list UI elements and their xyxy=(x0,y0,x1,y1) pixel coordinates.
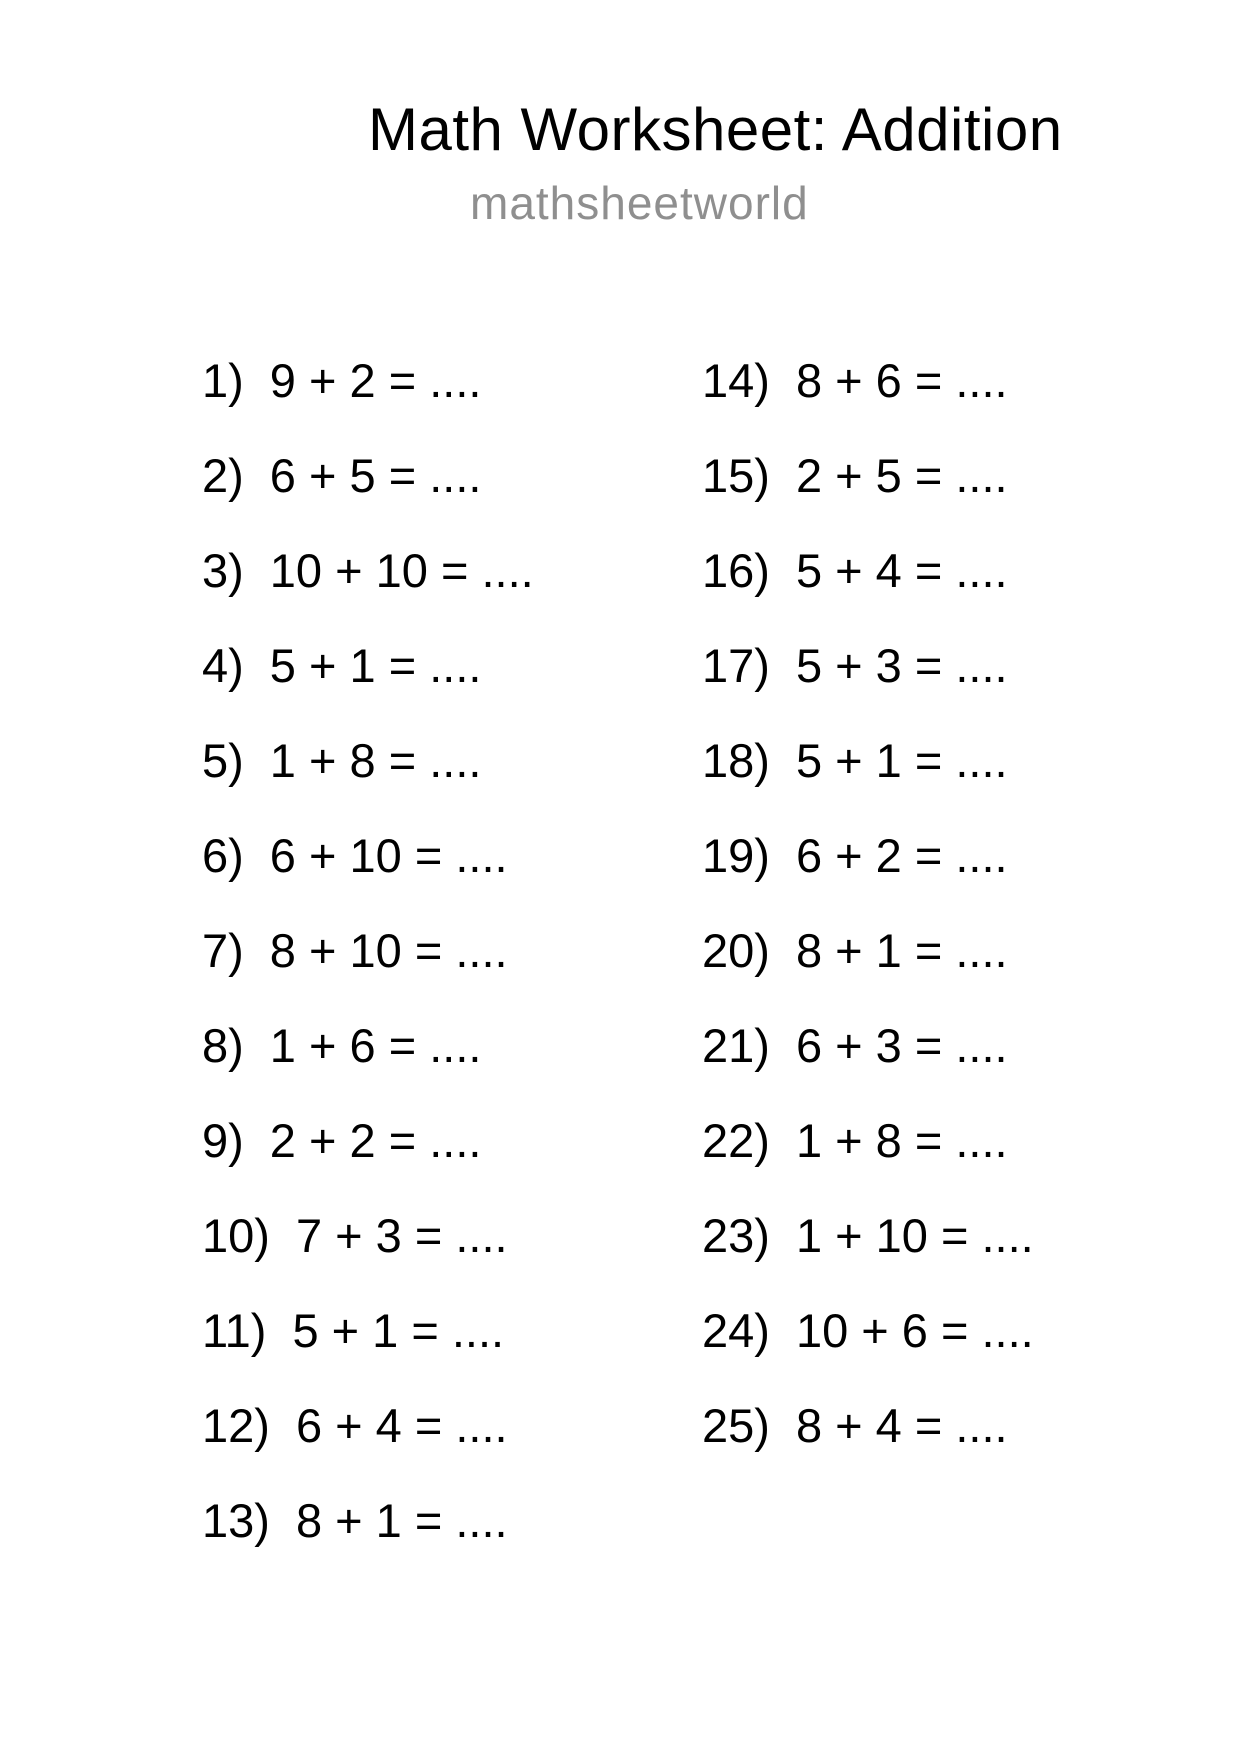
problem-row xyxy=(202,831,534,926)
problem-expression: 6 + 10 = .... xyxy=(269,829,508,882)
problem-row xyxy=(702,926,1034,1021)
problem-expression: 1 + 8 = .... xyxy=(795,1114,1008,1167)
problem-expression: 1 + 6 = .... xyxy=(269,1019,482,1072)
problem-expression: 8 + 1 = .... xyxy=(795,924,1008,977)
problem-number: 5) xyxy=(202,734,244,787)
problem-expression: 1 + 10 = .... xyxy=(795,1209,1034,1262)
problem-row xyxy=(702,1306,1034,1401)
problem-expression: 6 + 5 = .... xyxy=(269,449,482,502)
problem-expression: 8 + 1 = .... xyxy=(295,1494,508,1547)
problem-row xyxy=(202,451,534,546)
problem-number: 6) xyxy=(202,829,244,882)
problem-expression: 6 + 4 = .... xyxy=(295,1399,508,1452)
page-title: Math Worksheet: Addition xyxy=(368,96,1063,163)
problem-number: 16) xyxy=(702,544,770,597)
problem-expression: 5 + 1 = .... xyxy=(292,1304,505,1357)
problem-row xyxy=(202,356,534,451)
problem-row xyxy=(702,736,1034,831)
problem-row xyxy=(702,356,1034,451)
problem-number: 14) xyxy=(702,354,770,407)
problem-row xyxy=(702,451,1034,546)
problem-row xyxy=(702,831,1034,926)
problem-number: 2) xyxy=(202,449,244,502)
problem-row xyxy=(702,546,1034,641)
problem-row xyxy=(702,1021,1034,1116)
problem-number: 11) xyxy=(202,1304,267,1357)
problem-number: 18) xyxy=(702,734,770,787)
problem-expression: 1 + 8 = .... xyxy=(269,734,482,787)
problem-row xyxy=(202,1116,534,1211)
problem-number: 15) xyxy=(702,449,770,502)
problem-row xyxy=(202,1306,534,1401)
problem-row xyxy=(702,1401,1034,1496)
problem-expression: 6 + 2 = .... xyxy=(795,829,1008,882)
problem-number: 8) xyxy=(202,1019,244,1072)
problem-number: 3) xyxy=(202,544,244,597)
problem-number: 23) xyxy=(702,1209,770,1262)
problem-row xyxy=(702,1211,1034,1306)
problem-number: 10) xyxy=(202,1209,270,1262)
problem-row xyxy=(202,1021,534,1116)
problem-row xyxy=(202,1401,534,1496)
problem-expression: 6 + 3 = .... xyxy=(795,1019,1008,1072)
problem-number: 12) xyxy=(202,1399,270,1452)
problem-expression: 2 + 2 = .... xyxy=(269,1114,482,1167)
problem-row xyxy=(702,641,1034,736)
problem-number: 13) xyxy=(202,1494,270,1547)
page-subtitle: mathsheetworld xyxy=(470,177,809,229)
problem-expression: 8 + 10 = .... xyxy=(269,924,508,977)
problem-row xyxy=(202,546,534,641)
problem-row xyxy=(202,926,534,1021)
problem-expression: 2 + 5 = .... xyxy=(795,449,1008,502)
problem-number: 25) xyxy=(702,1399,770,1452)
problem-number: 19) xyxy=(702,829,770,882)
problem-number: 4) xyxy=(202,639,244,692)
problem-expression: 8 + 6 = .... xyxy=(795,354,1008,407)
problem-number: 20) xyxy=(702,924,770,977)
problem-expression: 5 + 3 = .... xyxy=(795,639,1008,692)
problem-expression: 10 + 6 = .... xyxy=(795,1304,1034,1357)
problem-expression: 9 + 2 = .... xyxy=(269,354,482,407)
problem-number: 21) xyxy=(702,1019,770,1072)
problem-row xyxy=(202,1211,534,1306)
problems-right-column xyxy=(702,356,1034,1496)
problem-row xyxy=(702,1116,1034,1211)
problem-number: 7) xyxy=(202,924,244,977)
problem-number: 24) xyxy=(702,1304,770,1357)
problem-expression: 7 + 3 = .... xyxy=(295,1209,508,1262)
problem-expression: 5 + 1 = .... xyxy=(269,639,482,692)
problem-expression: 10 + 10 = .... xyxy=(269,544,534,597)
problem-expression: 5 + 1 = .... xyxy=(795,734,1008,787)
problem-row xyxy=(202,736,534,831)
problem-number: 9) xyxy=(202,1114,244,1167)
problems-left-column xyxy=(202,356,534,1591)
problem-expression: 8 + 4 = .... xyxy=(795,1399,1008,1452)
problem-row xyxy=(202,1496,534,1591)
problem-number: 17) xyxy=(702,639,770,692)
problem-number: 22) xyxy=(702,1114,770,1167)
problem-expression: 5 + 4 = .... xyxy=(795,544,1008,597)
problem-number: 1) xyxy=(202,354,244,407)
problem-row xyxy=(202,641,534,736)
